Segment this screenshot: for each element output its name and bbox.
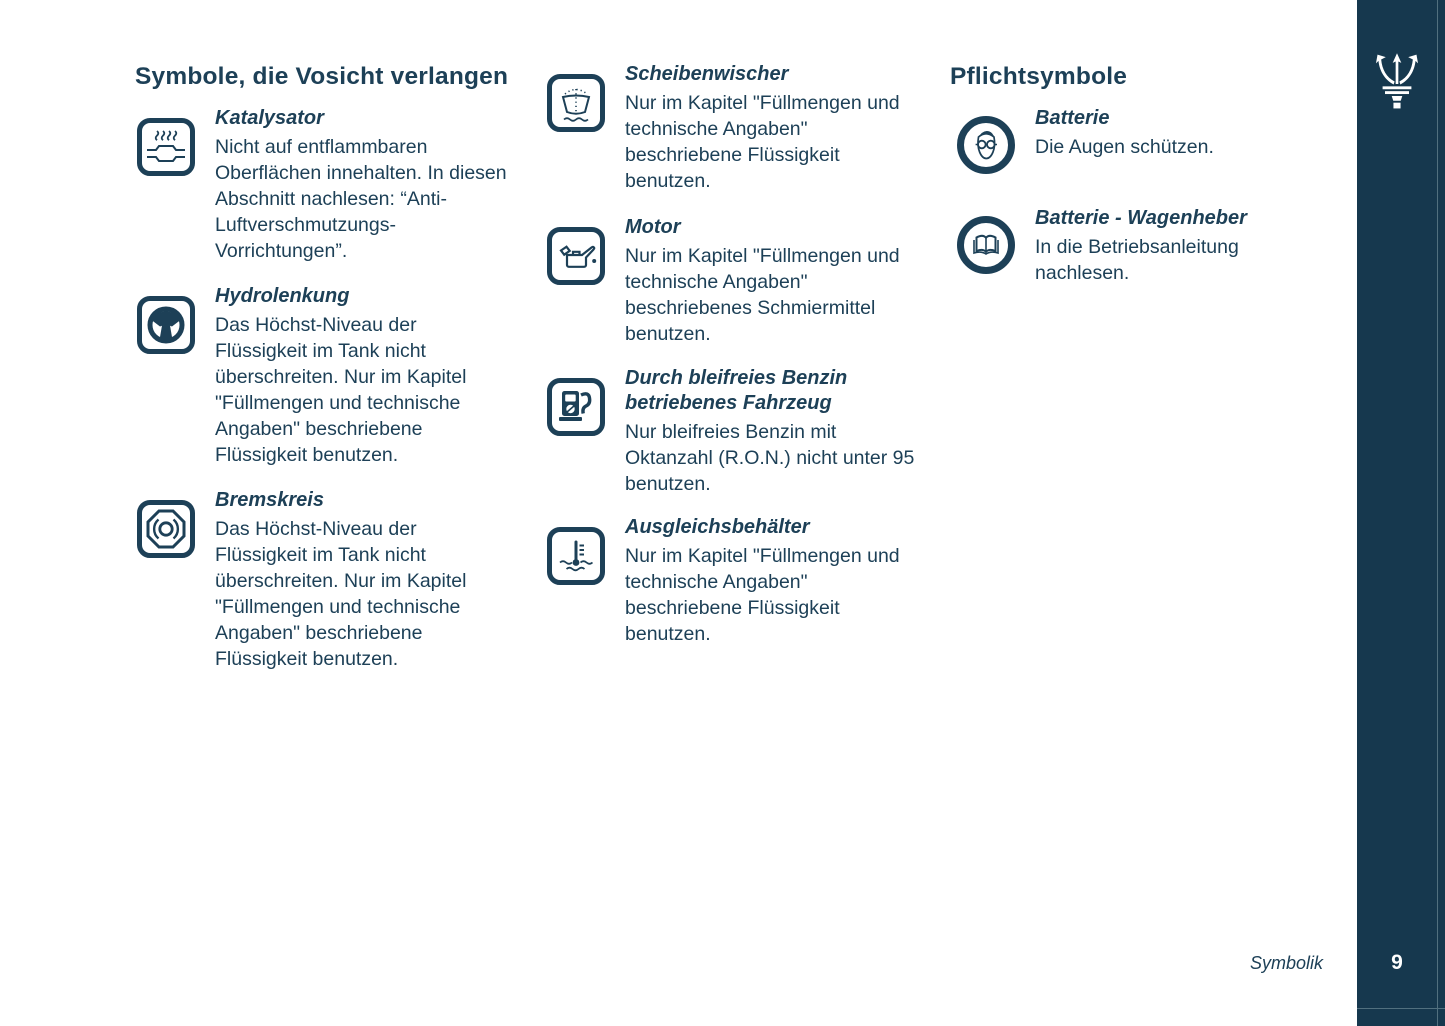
catalytic-converter-icon — [137, 118, 195, 176]
brake-circuit-icon — [137, 500, 195, 558]
symbol-description: Nicht auf entflammbaren Oberflächen innehalten. In diesen Abschnitt nachlesen: “Anti-Luftverschmutzungs-Vorrichtungen”. — [215, 136, 507, 262]
page-number: 9 — [1391, 951, 1403, 974]
symbol-title: Batterie — [1035, 107, 1110, 129]
symbol-title: Scheibenwischer — [625, 63, 789, 85]
symbol-item-ausgleichsbehaelter — [547, 515, 925, 647]
symbol-title: Ausgleichsbehälter — [625, 516, 810, 538]
sidebar-horizontal-rule — [1357, 1008, 1445, 1009]
footer-section-label: Symbolik — [1249, 953, 1323, 973]
maserati-trident-logo — [1373, 50, 1421, 116]
symbol-description: Das Höchst-Niveau der Flüssigkeit im Tank nicht überschreiten. Nur im Kapitel "Füllmengen und technische Angaben" beschriebene Flüssigkeit benutzen. — [215, 518, 467, 670]
symbol-description: Nur im Kapitel "Füllmengen und technische Angaben" beschriebene Flüssigkeit benutzen. — [625, 545, 900, 645]
sidebar — [1357, 0, 1445, 1026]
eye-protection-icon — [957, 116, 1015, 174]
unleaded-fuel-icon — [547, 378, 605, 436]
steering-wheel-icon — [137, 296, 195, 354]
symbol-title: Durch bleifreies Benzin betriebenes Fahrzeug — [625, 367, 848, 414]
symbol-title: Batterie - Wagenheber — [1035, 207, 1247, 229]
symbol-description: Das Höchst-Niveau der Flüssigkeit im Tank nicht überschreiten. Nur im Kapitel "Füllmengen und technische Angaben" beschriebene Flüssigkeit benutzen. — [215, 314, 467, 466]
symbol-item-bleifreies-benzin — [547, 366, 925, 497]
owners-manual-icon — [957, 216, 1015, 274]
symbol-title: Katalysator — [215, 107, 324, 129]
symbol-description: Nur im Kapitel "Füllmengen und technische Angaben" beschriebenes Schmiermittel benutzen. — [625, 245, 900, 345]
symbol-description: In die Betriebsanleitung nachlesen. — [1035, 236, 1239, 284]
symbol-title: Motor — [625, 216, 681, 238]
symbol-item-katalysator — [137, 106, 513, 264]
symbol-title: Hydrolenkung — [215, 285, 350, 307]
sidebar-vertical-rule — [1437, 0, 1438, 1026]
symbol-item-batterie — [957, 106, 1305, 174]
symbol-item-scheibenwischer — [547, 62, 925, 194]
engine-oil-icon — [547, 227, 605, 285]
symbol-description: Die Augen schützen. — [1035, 136, 1214, 158]
symbol-description: Nur im Kapitel "Füllmengen und technische Angaben" beschriebene Flüssigkeit benutzen. — [625, 92, 900, 192]
symbol-item-bremskreis — [137, 488, 513, 672]
symbol-description: Nur bleifreies Benzin mit Oktanzahl (R.O.N.) nicht unter 95 benutzen. — [625, 421, 915, 495]
mandatory-symbols-heading: Pflichtsymbole — [950, 63, 1128, 90]
caution-symbols-heading: Symbole, die Vosicht verlangen — [135, 63, 509, 90]
coolant-expansion-tank-icon — [547, 527, 605, 585]
symbol-item-motor — [547, 215, 925, 347]
symbol-item-hydrolenkung — [137, 284, 513, 468]
windshield-washer-icon — [547, 74, 605, 132]
symbol-title: Bremskreis — [215, 489, 324, 511]
symbol-item-batterie-wagenheber — [957, 206, 1305, 286]
